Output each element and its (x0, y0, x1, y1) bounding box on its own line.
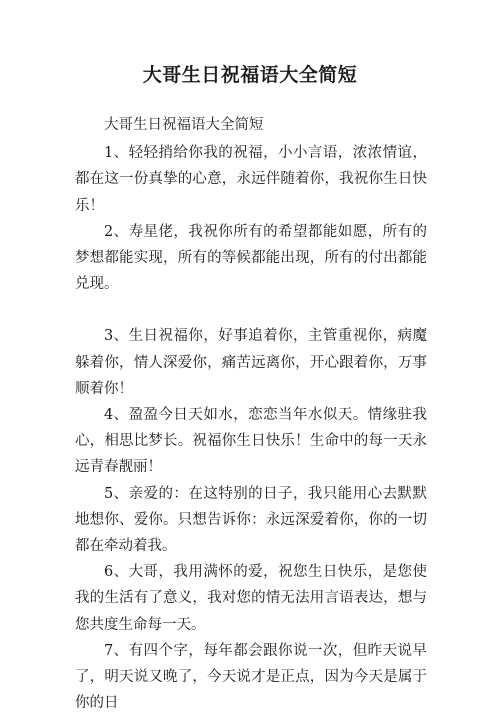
paragraph-7: 7、有四个字，每年都会跟你说一次，但昨天说早了，明天说又晚了，今天说才是正点，因为今天是属于你的日 (75, 642, 427, 712)
paragraph-4: 4、盈盈今日天如水，恋恋当年水似天。情缘驻我心，相思比梦长。祝福你生日快乐！生命中的每一天永远青春靓丽！ (75, 407, 427, 476)
paragraph-5: 5、亲爱的：在这特别的日子，我只能用心去默默地想你、爱你。只想告诉你：永远深爱着你，你的一切都在牵动着我。 (75, 485, 427, 555)
paragraph-1: 1、轻轻捎给你我的祝福，小小言语，浓浓情谊，都在这一份真挚的心意，永远伴随着你，我祝你生日快乐！ (75, 145, 427, 214)
document-subtitle: 大哥生日祝福语大全简短 (104, 117, 264, 133)
paragraph-3: 3、生日祝福你，好事追着你，主管重视你，病魔躲着你，情人深爱你，痛苦远离你，开心跟着你，万事顺着你！ (75, 328, 427, 397)
blank-line (75, 297, 427, 323)
paragraph-6: 6、大哥，我用满怀的爱，祝您生日快乐，是您使我的生活有了意义，我对您的情无法用言语表达，想与您共度生命每一天。 (75, 564, 427, 633)
document-title: 大哥生日祝福语大全简短 (142, 64, 358, 86)
document-body (75, 112, 427, 716)
paragraph-2: 2、寿星佬，我祝你所有的希望都能如愿，所有的梦想都能实现，所有的等候都能出现，所有的付出都能兑现。 (75, 223, 427, 293)
